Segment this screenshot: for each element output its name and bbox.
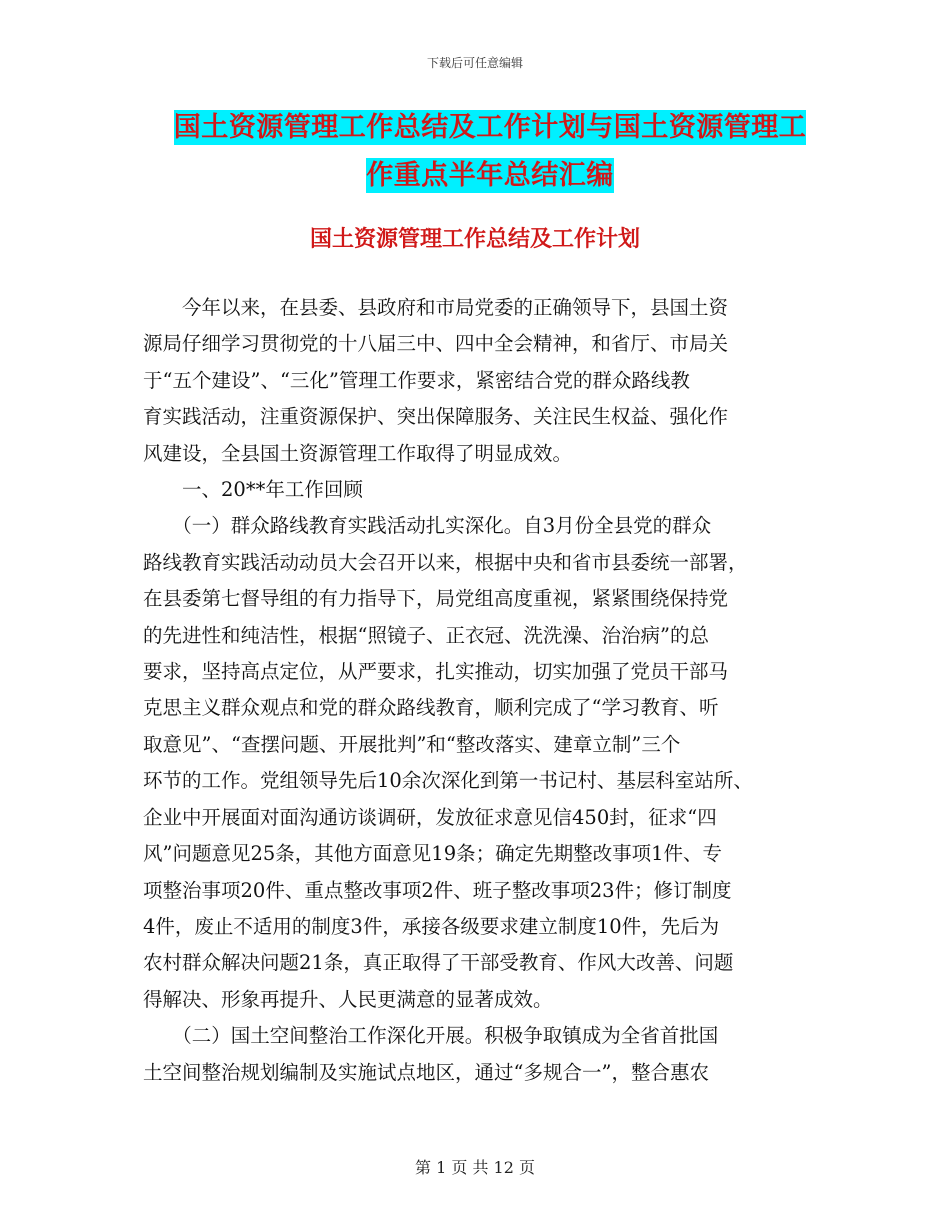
body-line: 的先进性和纯洁性，根据“照镜子、正衣冠、洗洗澡、治治病”的总 — [143, 623, 709, 647]
body-line: 土空间整治规划编制及实施试点地区，通过“多规合一”，整合惠农 — [143, 1060, 709, 1084]
body-line: 取意见”、“查摆问题、开展批判”和“整改落实、建章立制”三个 — [143, 732, 681, 756]
body-line: 在县委第七督导组的有力指导下，局党组高度重视，紧紧围绕保持党 — [143, 587, 729, 611]
body-line: 得解决、形象再提升、人民更满意的显著成效。 — [143, 987, 553, 1011]
body-line: 4件，废止不适用的制度3件，承接各级要求建立制度10件，先后为 — [143, 914, 720, 938]
section-title: 国土资源管理工作总结及工作计划 — [309, 226, 640, 252]
body-line: 一、20**年工作回顾 — [143, 478, 363, 502]
body-line: 要求，坚持高点定位，从严要求，扎实推动，切实加强了党员干部马 — [143, 660, 729, 684]
document-title — [140, 104, 840, 200]
body-line: （一）群众路线教育实践活动扎实深化。自3月份全县党的群众 — [143, 514, 712, 538]
body-line: 风”问题意见25条，其他方面意见19条；确定先期整改事项1件、专 — [143, 842, 723, 866]
body-line: 今年以来，在县委、县政府和市局党委的正确领导下，县国土资 — [143, 296, 729, 319]
body-line: 源局仔细学习贯彻党的十八届三中、四中全会精神，和省厅、市局关 — [143, 332, 729, 356]
body-line: 风建设，全县国土资源管理工作取得了明显成效。 — [143, 441, 573, 465]
body-line: 于“五个建设”、“三化”管理工作要求，紧密结合党的群众路线教 — [143, 368, 690, 392]
body-line: 环节的工作。党组领导先后10余次深化到第一书记村、基层科室站所、 — [143, 769, 753, 793]
body-line: 农村群众解决问题21条，真正取得了干部受教育、作风大改善、问题 — [143, 951, 734, 975]
body-line: 克思主义群众观点和党的群众路线教育，顺利完成了“学习教育、听 — [143, 696, 719, 720]
body-line: 项整治事项20件、重点整改事项2件、班子整改事项23件；修订制度 — [143, 878, 732, 902]
body-text — [143, 290, 818, 1091]
body-line: 企业中开展面对面沟通访谈调研，发放征求意见信450封，征求“四 — [143, 805, 717, 829]
document-title-line-2: 作重点半年总结汇编 — [366, 160, 614, 191]
page-footer: 第 1 页 共 12 页 — [415, 1158, 535, 1177]
document-title-line-1: 国土资源管理工作总结及工作计划与国土资源管理工 — [173, 112, 807, 143]
body-line: 育实践活动，注重资源保护、突出保障服务、关注民生权益、强化作 — [143, 405, 729, 429]
body-line: 路线教育实践活动动员大会召开以来，根据中央和省市县委统一部署， — [143, 550, 748, 574]
header-note: 下载后可任意编辑 — [426, 56, 523, 70]
body-line: （二）国土空间整治工作深化开展。积极争取镇成为全省首批国 — [143, 1024, 719, 1048]
